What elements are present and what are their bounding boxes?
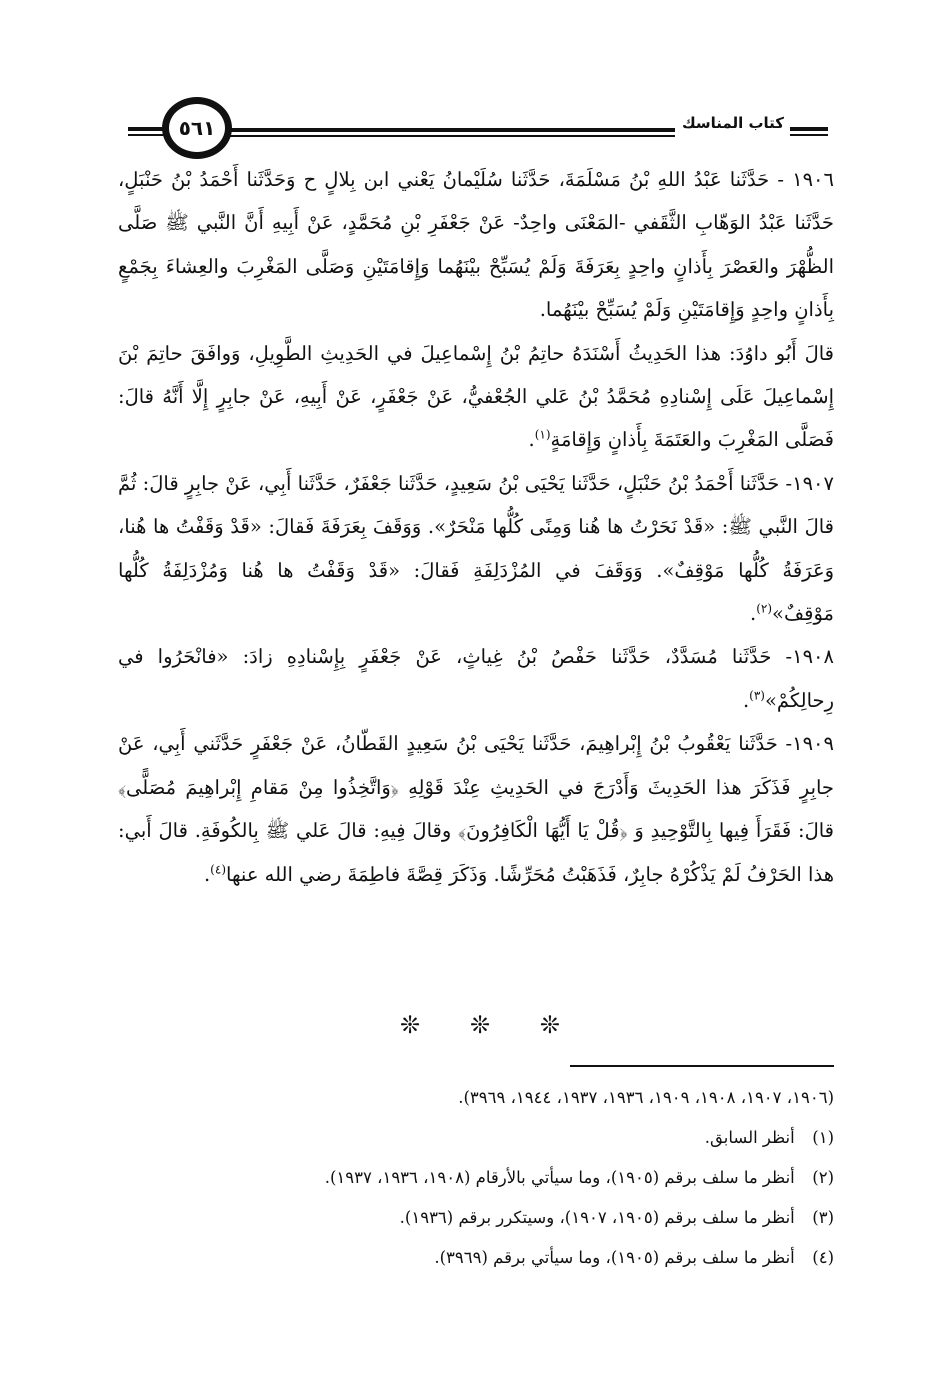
footnotes xyxy=(118,1078,834,1278)
footnote-2 xyxy=(118,1158,834,1198)
abu-dawud-comment: قالَ أَبُو داوُدَ: هذا الحَدِيثُ أَسْنَدَهُ حاتِمُ بْنُ إِسْماعِيلَ في الحَدِيثِ الطَّوِيلِ، وَوافَقَ حاتِمَ بْنَ إِسْماعِيلَ عَلَى إِسْنادِهِ مُحَمَّدُ بْنُ عَلي الجُعْفيُّ، عَنْ جَعْفَرٍ، عَنْ أَبِيهِ، عَنْ جابِرٍ إِلَّا أَنَّهُ قالَ: فَصَلَّى المَغْرِبَ والعَتَمَةَ بِأَذانٍ وَإِقامَةٍ$^{(١)}$. xyxy=(118,341,834,452)
footnote-text: أنظر ما سلف برقم (١٩٠٥)، وما سيأتي برقم (٣٩٦٩). xyxy=(434,1248,795,1267)
hadith-1907-text: ١٩٠٧- حَدَّثَنا أَحْمَدُ بْنُ حَنْبَلٍ، حَدَّثَنا يَحْيَى بْنُ سَعِيدٍ، حَدَّثَنا جَعْفَرٌ، حَدَّثَنا أَبِي، عَنْ جابِرٍ قالَ: ثُمَّ قالَ النَّبي ﷺ: «قَدْ نَحَرْتُ ها هُنا وَمِنًى كُلُّها مَنْحَرٌ». وَوَقَفَ بِعَرَفَةَ فَقالَ: «قَدْ وَقَفْتُ ها هُنا، وَعَرَفَةُ كُلُّها مَوْقِفٌ». وَوَقَفَ في المُزْدَلِفَةِ فَقالَ: «قَدْ وَقَفْتُ ها هُنا وَمُزْدَلِفَةُ كُلُّها مَوْقِفٌ» xyxy=(118,471,834,626)
footnote-text: أنظر ما سلف برقم (١٩٠٥، ١٩٠٧)، وسيتكرر برقم (١٩٣٦). xyxy=(399,1208,795,1227)
footnote-marker-2: (٢) xyxy=(756,601,773,616)
footnote-number: (٣) xyxy=(812,1208,834,1227)
header-rule-left xyxy=(128,127,164,131)
footnote-3 xyxy=(118,1198,834,1238)
footnote-1 xyxy=(118,1118,834,1158)
page-number-frame xyxy=(162,97,232,159)
hadith-1908-text: ١٩٠٨- حَدَّثَنا مُسَدَّدٌ، حَدَّثَنا حَفْصُ بْنُ غِياثٍ، عَنْ جَعْفَرٍ بِإِسْنادِهِ زادَ: «فانْحَرُوا في رِحالِكُمْ» xyxy=(118,645,834,712)
running-title: كتاب المناسك xyxy=(681,114,785,132)
divider-star-icon: ❊ xyxy=(469,1011,491,1039)
header-rule-right xyxy=(790,127,828,131)
page-number: ٥٦١ xyxy=(178,116,216,140)
footnote-text: أنظر السابق. xyxy=(704,1128,795,1147)
header-rule-middle-thin xyxy=(228,135,675,137)
main-text xyxy=(118,158,834,896)
footnote-4 xyxy=(118,1238,834,1278)
footnote-rule xyxy=(570,1065,834,1067)
section-divider xyxy=(400,1010,560,1040)
footnote-marker-4: (٤) xyxy=(210,862,226,876)
footnote-marker-1: (١) xyxy=(534,427,551,442)
hadith-1906: ١٩٠٦ - حَدَّثَنا عَبْدُ اللهِ بْنُ مَسْلَمَةَ، حَدَّثَنا سُلَيْمانُ يَعْني ابن بِلالٍ ح وَحَدَّثَنا أَحْمَدُ بْنُ حَنْبَلٍ، حَدَّثَنا عَبْدُ الوَهّابِ الثَّقَفي -المَعْنَى واحِدٌ- عَنْ جَعْفَرِ بْنِ مُحَمَّدٍ، عَنْ أَبِيهِ أَنَّ النَّبي ﷺ صَلَّى الظُّهْرَ والعَصْرَ بِأَذانٍ واحِدٍ بِعَرَفَةَ وَلَمْ يُسَبِّحْ بيْنَهُما وَإِقامَتَيْنِ وَصَلَّى المَغْرِبَ والعِشاءَ بِجَمْعٍ بِأَذانٍ واحِدٍ وَإِقامَتَيْنِ وَلَمْ يُسَبِّحْ بيْنَهُما. xyxy=(118,168,834,322)
footnote-marker-3: (٣) xyxy=(749,688,765,703)
hadith-1908: ١٩٠٨- حَدَّثَنا مُسَدَّدٌ، حَدَّثَنا حَفْصُ بْنُ غِياثٍ، عَنْ جَعْفَرٍ بِإِسْنادِهِ زادَ: «فانْحَرُوا في رِحالِكُمْ»$^{(٣)}$. xyxy=(118,645,834,712)
footnote-references: (١٩٠٦، ١٩٠٧، ١٩٠٨، ١٩٠٩، ١٩٣٦، ١٩٣٧، ١٩٤٤، ٣٩٦٩). xyxy=(458,1088,834,1107)
footnote-number: (٢) xyxy=(812,1168,834,1187)
header-rule-left-thin xyxy=(128,134,164,136)
footnote-number: (٤) xyxy=(812,1248,834,1267)
hadith-1907: ١٩٠٧- حَدَّثَنا أَحْمَدُ بْنُ حَنْبَلٍ، حَدَّثَنا يَحْيَى بْنُ سَعِيدٍ، حَدَّثَنا جَعْفَرٌ، حَدَّثَنا أَبِي، عَنْ جابِرٍ قالَ: ثُمَّ قالَ النَّبي ﷺ: «قَدْ نَحَرْتُ ها هُنا وَمِنًى كُلُّها مَنْحَرٌ». وَوَقَفَ بِعَرَفَةَ فَقالَ: «قَدْ وَقَفْتُ ها هُنا، وَعَرَفَةُ كُلُّها مَوْقِفٌ». وَوَقَفَ في المُزْدَلِفَةِ فَقالَ: «قَدْ وَقَفْتُ ها هُنا وَمُزْدَلِفَةُ كُلُّها مَوْقِفٌ»$^{(٢)}$. xyxy=(118,471,834,626)
divider-star-icon: ❊ xyxy=(539,1011,560,1039)
hadith-1909: ١٩٠٩- حَدَّثَنا يَعْقُوبُ بْنُ إِبْراهِيمَ، حَدَّثَنا يَحْيَى بْنُ سَعِيدٍ القَطّانُ، عَنْ جَعْفَرٍ حَدَّثَني أَبِي، عَنْ جابِرٍ فَذَكَرَ هذا الحَدِيثَ وَأَدْرَجَ في الحَدِيثِ عِنْدَ قَوْلِهِ ﴿وَاتَّخِذُوا مِنْ مَقامِ إِبْراهِيمَ مُصَلًّى﴾ قالَ: فَقَرَأَ فِيها بِالتَّوْحِيدِ وَ ﴿قُلْ يَا أَيُّهَا الْكَافِرُونَ﴾ وقالَ فِيهِ: قالَ عَلي ﷺ بِالكُوفَةِ. قالَ أَبي: هذا الحَرْفُ لَمْ يَذْكُرْهُ جابِرٌ، فَذَهَبْتُ مُحَرِّشًا. وَذَكَرَ قِصَّةَ فاطِمَةَ رضي الله عنها$^{(٤)}$. xyxy=(118,732,834,886)
abu-dawud-comment-text: قالَ أَبُو داوُدَ: هذا الحَدِيثُ أَسْنَدَهُ حاتِمُ بْنُ إِسْماعِيلَ في الحَدِيثِ الطَّوِيلِ، وَوافَقَ حاتِمَ بْنَ إِسْماعِيلَ عَلَى إِسْنادِهِ مُحَمَّدُ بْنُ عَلي الجُعْفيُّ، عَنْ جَعْفَرٍ، عَنْ أَبِيهِ، عَنْ جابِرٍ إِلَّا أَنَّهُ قالَ: فَصَلَّى المَغْرِبَ والعَتَمَةَ بِأَذانٍ وَإِقامَةٍ xyxy=(118,341,834,452)
header-rule-middle xyxy=(228,128,675,132)
footnote-number: (١) xyxy=(812,1128,834,1147)
hadith-1909-text: ١٩٠٩- حَدَّثَنا يَعْقُوبُ بْنُ إِبْراهِيمَ، حَدَّثَنا يَحْيَى بْنُ سَعِيدٍ القَطّانُ، عَنْ جَعْفَرٍ حَدَّثَني أَبِي، عَنْ جابِرٍ فَذَكَرَ هذا الحَدِيثَ وَأَدْرَجَ في الحَدِيثِ عِنْدَ قَوْلِهِ ﴿وَاتَّخِذُوا مِنْ مَقامِ إِبْراهِيمَ مُصَلًّى﴾ قالَ: فَقَرَأَ فِيها بِالتَّوْحِيدِ وَ ﴿قُلْ يَا أَيُّهَا الْكَافِرُونَ﴾ وقالَ فِيهِ: قالَ عَلي ﷺ بِالكُوفَةِ. قالَ أَبي: هذا الحَرْفُ لَمْ يَذْكُرْهُ جابِرٌ، فَذَهَبْتُ مُحَرِّشًا. وَذَكَرَ قِصَّةَ فاطِمَةَ رضي الله عنها xyxy=(118,732,834,886)
footnote-text: أنظر ما سلف برقم (١٩٠٥)، وما سيأتي بالأرقام (١٩٠٨، ١٩٣٦، ١٩٣٧). xyxy=(324,1168,795,1187)
divider-star-icon: ❊ xyxy=(400,1011,421,1039)
header-rule-right-thin xyxy=(790,134,828,136)
